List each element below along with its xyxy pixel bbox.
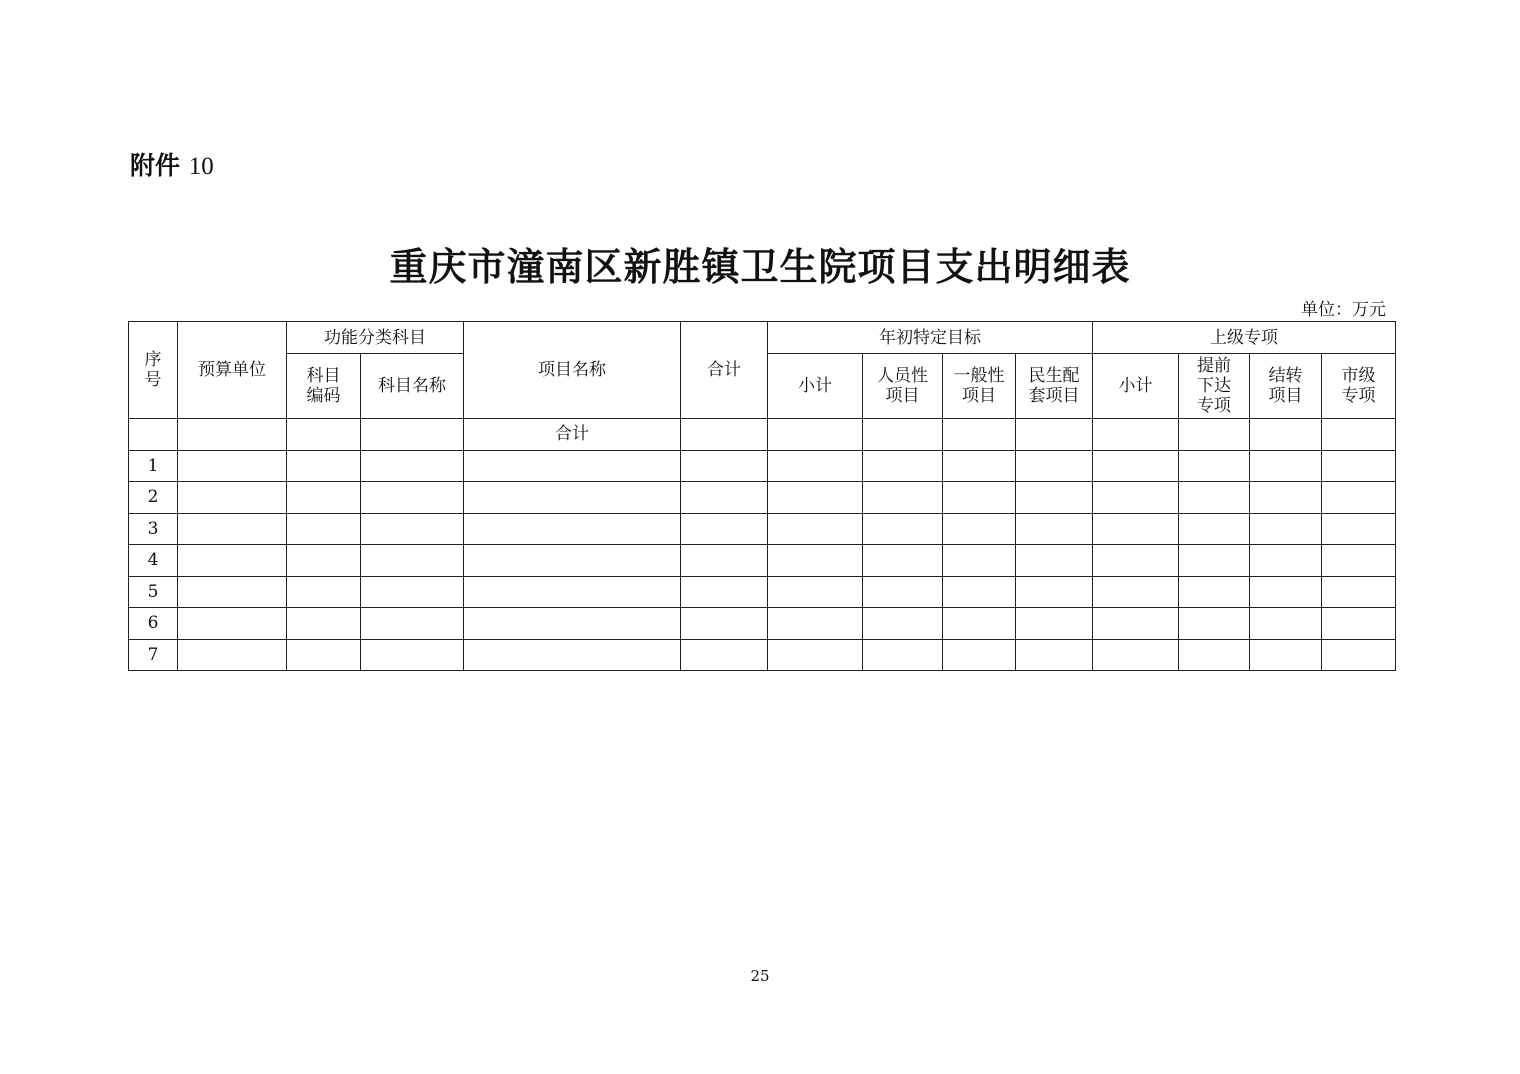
cell xyxy=(863,639,943,671)
header-sup-advance: 提前 下达 专项 xyxy=(1179,354,1250,419)
cell xyxy=(1016,482,1093,514)
attachment-number: 10 xyxy=(188,153,214,180)
cell xyxy=(1093,576,1179,608)
row-seq: 3 xyxy=(129,513,178,545)
page-number: 25 xyxy=(750,967,770,985)
cell xyxy=(178,608,287,640)
cell xyxy=(178,419,287,451)
cell xyxy=(464,639,681,671)
cell xyxy=(129,419,178,451)
row-seq: 1 xyxy=(129,450,178,482)
cell xyxy=(178,450,287,482)
cell xyxy=(178,545,287,577)
cell xyxy=(1179,419,1250,451)
header-subject-name: 科目名称 xyxy=(361,354,464,419)
header-at-general: 一般性 项目 xyxy=(943,354,1016,419)
cell xyxy=(768,576,863,608)
cell xyxy=(863,576,943,608)
cell xyxy=(943,608,1016,640)
cell xyxy=(178,639,287,671)
cell xyxy=(361,419,464,451)
cell xyxy=(768,450,863,482)
cell xyxy=(681,482,768,514)
row-seq: 2 xyxy=(129,482,178,514)
cell xyxy=(1250,639,1322,671)
cell xyxy=(1093,608,1179,640)
cell xyxy=(1322,450,1396,482)
cell xyxy=(178,482,287,514)
cell xyxy=(1322,576,1396,608)
cell xyxy=(287,482,361,514)
cell xyxy=(287,545,361,577)
cell xyxy=(1016,608,1093,640)
cell xyxy=(681,639,768,671)
cell xyxy=(681,450,768,482)
cell xyxy=(287,513,361,545)
table-row xyxy=(129,608,1396,640)
cell xyxy=(1179,545,1250,577)
cell xyxy=(1093,513,1179,545)
cell xyxy=(1016,576,1093,608)
cell xyxy=(464,450,681,482)
cell xyxy=(1016,639,1093,671)
cell xyxy=(768,639,863,671)
cell xyxy=(1179,639,1250,671)
cell xyxy=(361,482,464,514)
cell xyxy=(1250,576,1322,608)
cell xyxy=(681,545,768,577)
cell xyxy=(943,576,1016,608)
row-seq: 6 xyxy=(129,608,178,640)
cell xyxy=(1179,608,1250,640)
total-row xyxy=(129,419,1396,451)
cell xyxy=(863,419,943,451)
unit-label: 单位：万元 xyxy=(1301,300,1386,320)
cell xyxy=(1250,450,1322,482)
cell xyxy=(768,513,863,545)
row-seq: 4 xyxy=(129,545,178,577)
cell xyxy=(768,419,863,451)
row-seq: 5 xyxy=(129,576,178,608)
cell xyxy=(863,608,943,640)
row-seq: 7 xyxy=(129,639,178,671)
cell xyxy=(287,639,361,671)
header-project-name: 项目名称 xyxy=(464,322,681,419)
cell xyxy=(768,608,863,640)
cell xyxy=(1322,513,1396,545)
cell xyxy=(1179,482,1250,514)
header-sup-city: 市级 专项 xyxy=(1322,354,1396,419)
cell xyxy=(1322,419,1396,451)
cell xyxy=(943,419,1016,451)
header-superior: 上级专项 xyxy=(1093,322,1396,354)
cell xyxy=(287,576,361,608)
cell xyxy=(1179,450,1250,482)
cell xyxy=(943,545,1016,577)
document-title: 重庆市潼南区新胜镇卫生院项目支出明细表 xyxy=(389,244,1131,289)
cell xyxy=(1179,513,1250,545)
header-at-livelihood: 民生配 套项目 xyxy=(1016,354,1093,419)
cell xyxy=(1179,576,1250,608)
cell xyxy=(361,513,464,545)
cell xyxy=(464,608,681,640)
table-row xyxy=(129,545,1396,577)
cell xyxy=(863,450,943,482)
cell xyxy=(1250,482,1322,514)
header-at-personnel: 人员性 项目 xyxy=(863,354,943,419)
cell xyxy=(863,513,943,545)
header-seq: 序 号 xyxy=(129,322,178,419)
cell xyxy=(361,576,464,608)
cell xyxy=(1250,545,1322,577)
header-sup-subtotal: 小计 xyxy=(1093,354,1179,419)
cell xyxy=(1250,419,1322,451)
table-row xyxy=(129,576,1396,608)
total-row-label: 合计 xyxy=(464,419,681,451)
table-row xyxy=(129,639,1396,671)
cell xyxy=(943,639,1016,671)
header-row-1 xyxy=(129,322,1396,354)
header-func-class: 功能分类科目 xyxy=(287,322,464,354)
header-annual-target: 年初特定目标 xyxy=(768,322,1093,354)
cell xyxy=(681,576,768,608)
cell xyxy=(361,545,464,577)
table-row xyxy=(129,482,1396,514)
cell xyxy=(863,545,943,577)
cell xyxy=(178,576,287,608)
cell xyxy=(178,513,287,545)
cell xyxy=(1016,419,1093,451)
cell xyxy=(943,482,1016,514)
header-subject-code: 科目 编码 xyxy=(287,354,361,419)
cell xyxy=(1250,513,1322,545)
cell xyxy=(681,419,768,451)
cell xyxy=(464,576,681,608)
cell xyxy=(361,450,464,482)
cell xyxy=(768,545,863,577)
cell xyxy=(681,608,768,640)
attachment-label xyxy=(130,146,214,182)
cell xyxy=(1093,450,1179,482)
expense-table xyxy=(128,321,1396,671)
cell xyxy=(1093,419,1179,451)
cell xyxy=(1250,608,1322,640)
cell xyxy=(287,419,361,451)
cell xyxy=(1322,545,1396,577)
cell xyxy=(287,450,361,482)
cell xyxy=(361,608,464,640)
header-sup-carryover: 结转 项目 xyxy=(1250,354,1322,419)
header-total: 合计 xyxy=(681,322,768,419)
header-budget-unit: 预算单位 xyxy=(178,322,287,419)
cell xyxy=(1016,450,1093,482)
cell xyxy=(1093,482,1179,514)
cell xyxy=(287,608,361,640)
cell xyxy=(1322,608,1396,640)
cell xyxy=(361,639,464,671)
attachment-text: 附件 xyxy=(130,151,181,180)
table-row xyxy=(129,513,1396,545)
cell xyxy=(1093,639,1179,671)
cell xyxy=(1093,545,1179,577)
cell xyxy=(464,482,681,514)
cell xyxy=(863,482,943,514)
cell xyxy=(1322,482,1396,514)
cell xyxy=(943,513,1016,545)
cell xyxy=(681,513,768,545)
cell xyxy=(1322,639,1396,671)
cell xyxy=(1016,545,1093,577)
cell xyxy=(464,513,681,545)
cell xyxy=(1016,513,1093,545)
table-row xyxy=(129,450,1396,482)
cell xyxy=(464,545,681,577)
header-at-subtotal: 小计 xyxy=(768,354,863,419)
cell xyxy=(943,450,1016,482)
cell xyxy=(768,482,863,514)
